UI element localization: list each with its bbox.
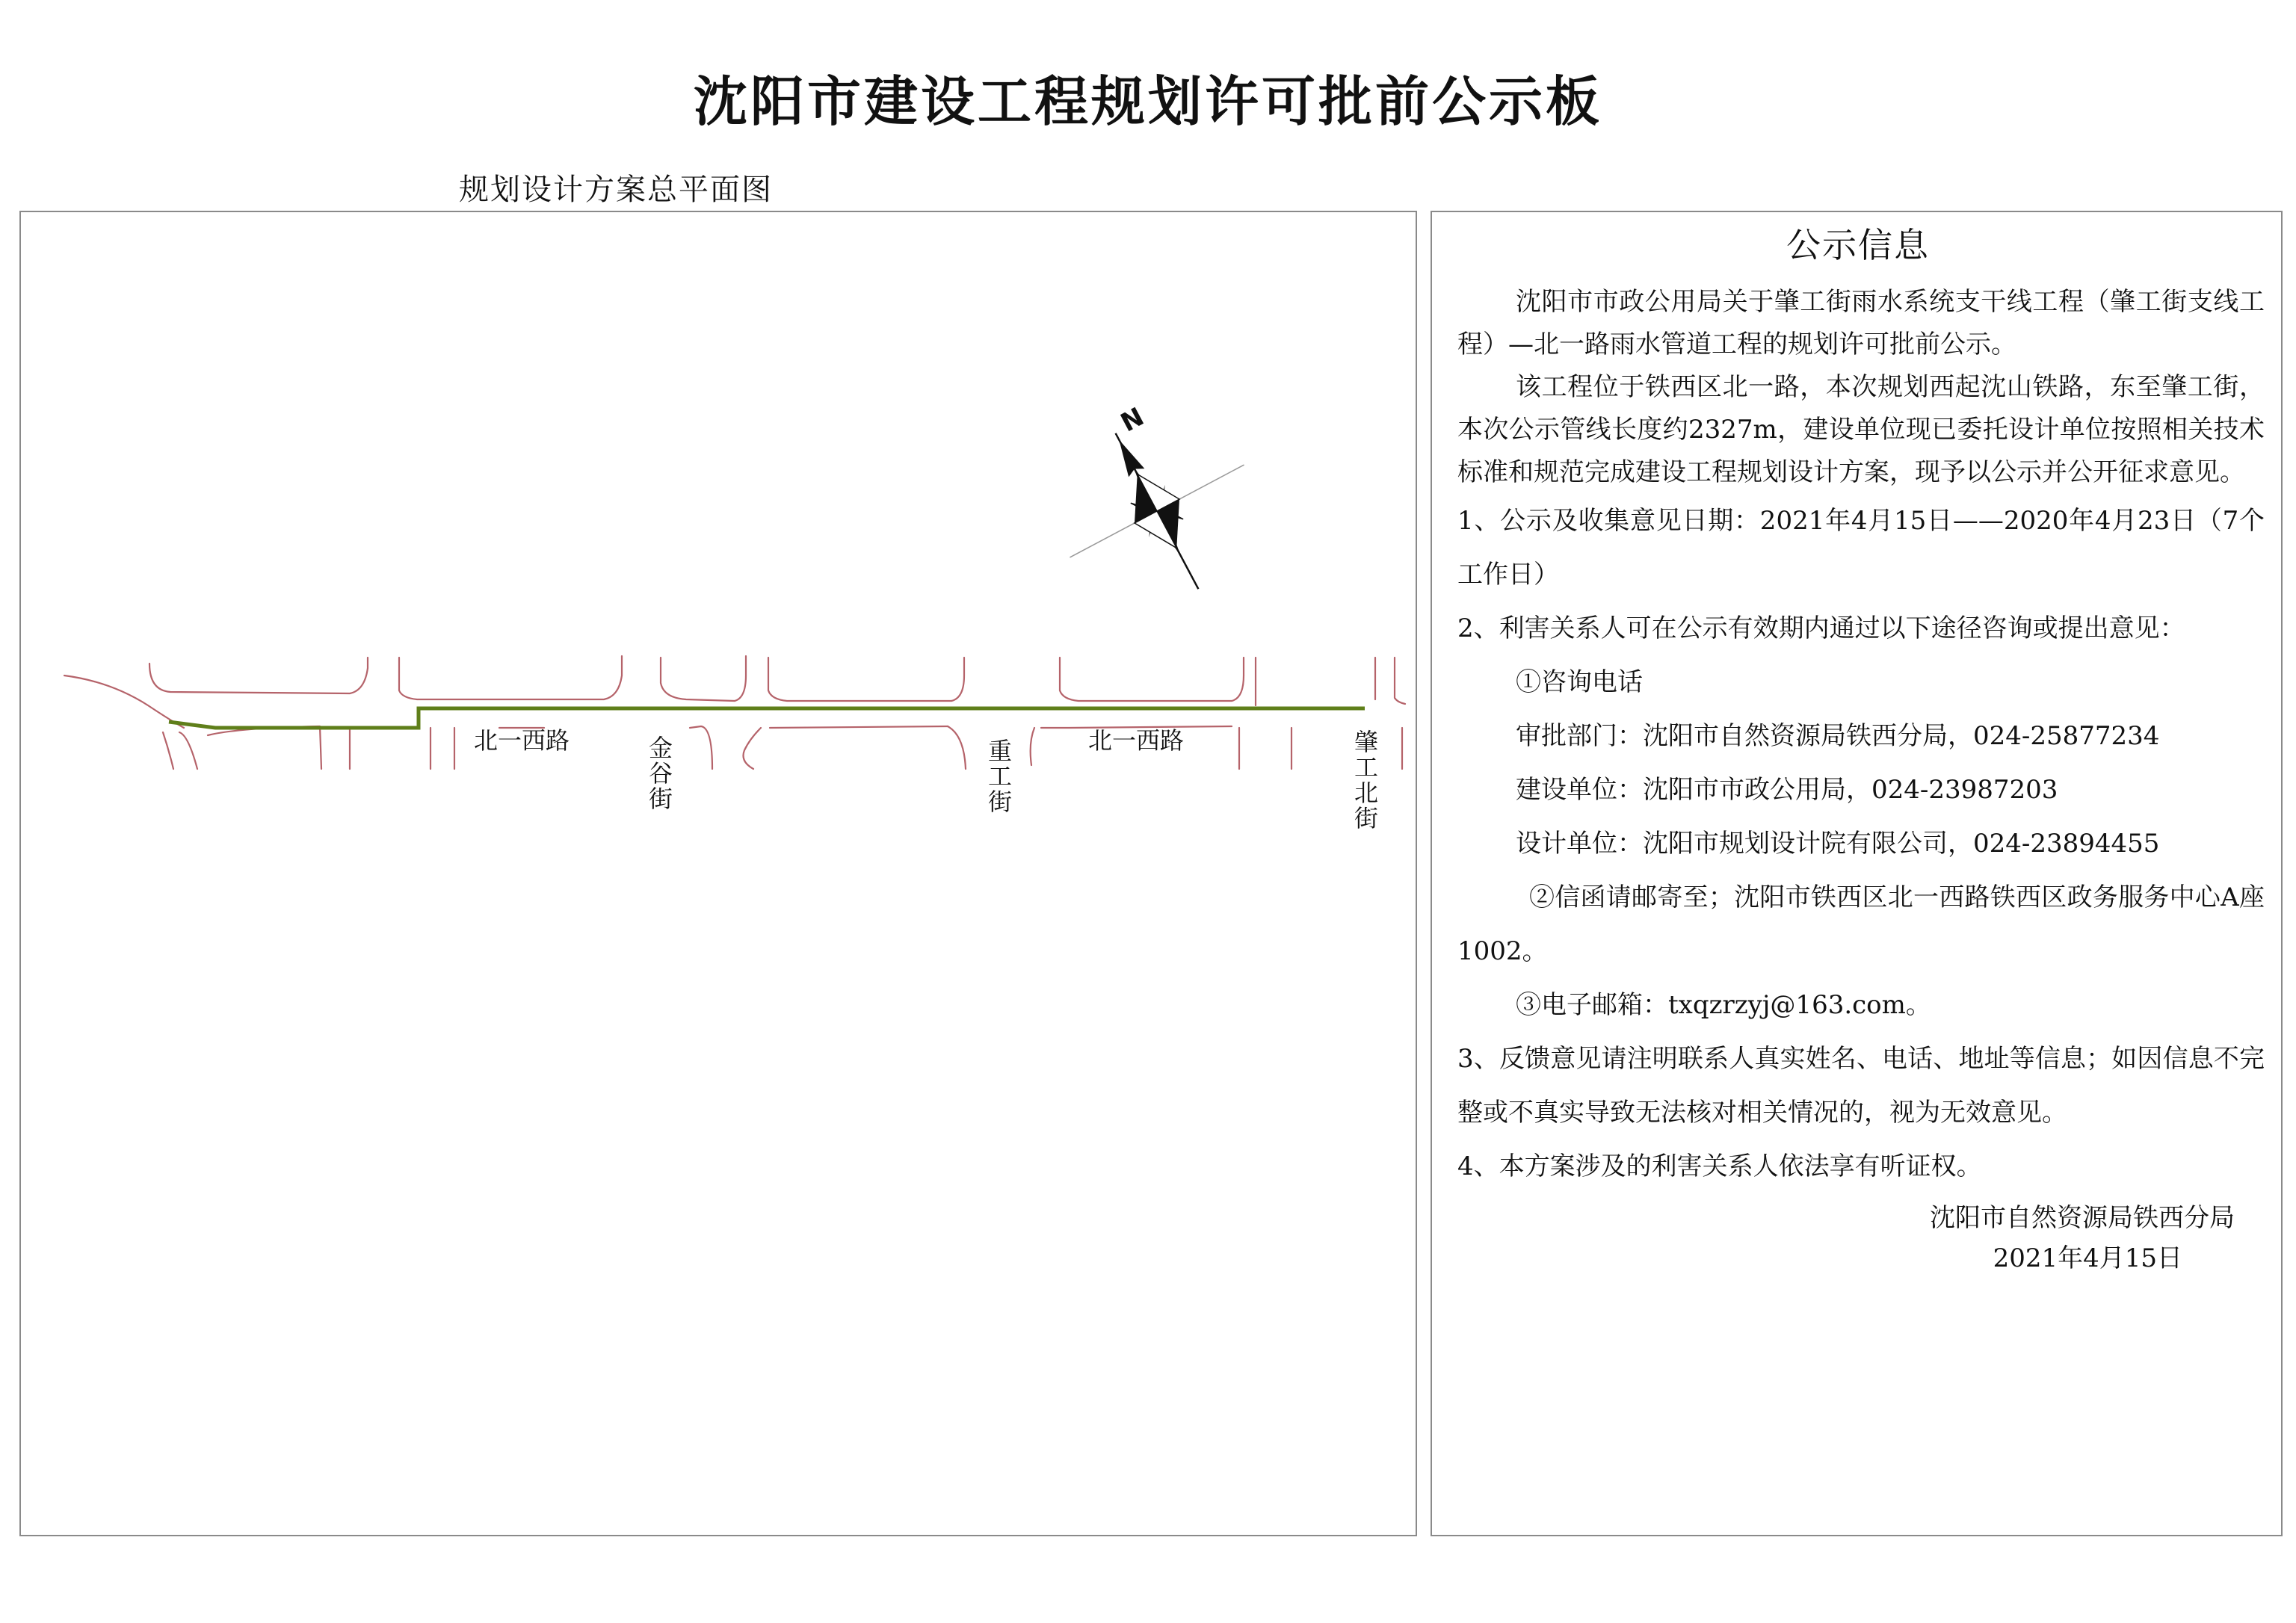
notice-item-1: 1、公示及收集意见日期：2021年4月15日——2020年4月23日（7个工作日） (1457, 506, 2265, 590)
intro-paragraph-2: 该工程位于铁西区北一路，本次规划西起沈山铁路，东至肇工街，本次公示管线长度约2327m，建设单位现已委托设计单位按照相关技术标准和规范完成建设工程规划设计方案，现予以公示并公开征求意见。 (1457, 372, 2265, 487)
road-edge (770, 726, 948, 728)
road-edge (1395, 658, 1405, 704)
pipeline-route (169, 708, 1365, 728)
road-edge (149, 658, 368, 693)
road-edge (179, 732, 197, 769)
road-edge (399, 656, 622, 699)
road-edge (768, 658, 964, 701)
notice-item-4: 4、本方案涉及的利害关系人依法享有听证权。 (1457, 1151, 1982, 1181)
contact-approval-dept: 审批部门：沈阳市自然资源局铁西分局，024-25877234 (1516, 721, 2160, 751)
road-edge (1060, 658, 1244, 701)
contact-construction-unit: 建设单位：沈阳市市政公用局，024-23987203 (1516, 775, 2058, 805)
intro-paragraph-1: 沈阳市市政公用局关于肇工街雨水系统支干线工程（肇工街支线工程）—北一路雨水管道工程的规划许可批前公示。 (1457, 287, 2265, 359)
phone-heading: ①咨询电话 (1516, 667, 1643, 697)
info-body (1457, 281, 2265, 1279)
road-edge (1031, 728, 1034, 765)
road-edges (64, 656, 1405, 769)
notice-info-panel (1431, 211, 2283, 1536)
notice-item-3: 3、反馈意见请注明联系人真实姓名、电话、地址等信息；如因信息不完整或不真实导致无法核对相关情况的，视为无效意见。 (1457, 1044, 2265, 1128)
road-edge (690, 726, 712, 769)
page-title: 沈阳市建设工程规划许可批前公示板 (693, 70, 1602, 133)
road-label-zhao-gong-bei-jie: 肇工北街 (1351, 729, 1379, 831)
signature-date: 2021年4月15日 (1993, 1243, 2182, 1273)
road-label-jin-gu-jie: 金谷街 (645, 735, 673, 812)
plan-caption: 规划设计方案总平面图 (459, 173, 773, 207)
compass-rose (1019, 371, 1286, 635)
road-label-bei-yi-xi-lu-east: 北一西路 (1088, 726, 1185, 755)
email-address: ③电子邮箱：txqzrzyj@163.com。 (1516, 990, 1931, 1020)
road-edge (948, 726, 966, 769)
road-label-zhong-gong-jie: 重工街 (984, 738, 1013, 814)
road-edge (208, 726, 321, 769)
compass-label: N (1116, 401, 1149, 439)
contact-design-unit: 设计单位：沈阳市规划设计院有限公司，024-23894455 (1516, 829, 2160, 859)
notice-item-2: 2、利害关系人可在公示有效期内通过以下途径咨询或提出意见： (1457, 613, 2185, 643)
north-arrow-icon (1111, 436, 1145, 477)
road-label-bei-yi-xi-lu-west: 北一西路 (474, 726, 570, 755)
info-title: 公示信息 (1786, 225, 1930, 265)
site-plan-map (19, 211, 1417, 1536)
signature-issuer: 沈阳市自然资源局铁西分局 (1930, 1203, 2235, 1233)
road-edge (163, 732, 173, 769)
road-edge (744, 728, 762, 769)
site-plan-drawing (21, 212, 1416, 1535)
road-edge (661, 656, 746, 701)
road-edge (64, 676, 184, 728)
mail-address: ②信函请邮寄至；沈阳市铁西区北一西路铁西区政务服务中心A座1002。 (1457, 882, 2265, 966)
